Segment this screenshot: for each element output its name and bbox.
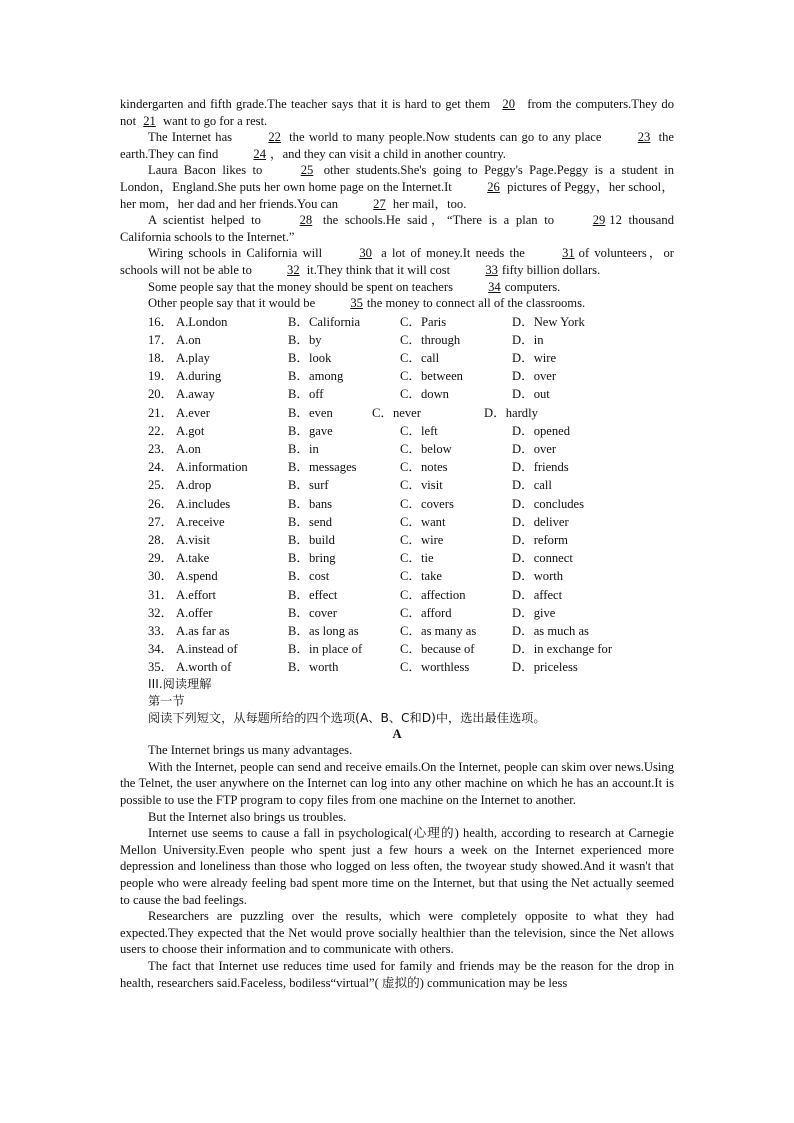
option-b: B．bring (288, 551, 336, 566)
option-d: D．friends (512, 460, 569, 475)
option-row (120, 567, 674, 585)
option-d: D．in (512, 332, 544, 347)
option-a: A.information (176, 460, 248, 475)
option-c: C．notes (400, 460, 448, 475)
cloze-paragraph-5 (120, 245, 674, 278)
passage-paragraph: But the Internet also brings us troubles. (148, 809, 347, 824)
option-a: A.away (176, 387, 215, 402)
option-a: A.instead of (176, 642, 238, 657)
passage-paragraph: Internet use seems to cause a fall in psychological(心理的) health, according to research at Carnegie Mellon University.Even people who spent just a few hours a week on the Internet experienced more depression and loneliness than those who logged on less often, the twoyear study showed.And it wasn't that people who were already feeling bad spent more time on the Internet, but that using the Net actually seemed to cause the bad feelings. (120, 826, 674, 907)
question-number: 25． (148, 478, 174, 493)
option-a: A.offer (176, 605, 213, 620)
option-d: D．concludes (512, 496, 585, 511)
text: from the computers.They do not (120, 97, 674, 128)
section-instruction: 阅读下列短文，从每题所给的四个选项(A、B、C和D)中，选出最佳选项。 (148, 710, 546, 725)
option-d: D．reform (512, 532, 568, 547)
question-number: 32． (148, 605, 174, 620)
option-b: B．in place of (288, 642, 363, 657)
option-row (120, 367, 674, 385)
option-row (120, 331, 674, 349)
option-b: B．cover (288, 605, 337, 620)
option-c: C．tie (400, 551, 434, 566)
option-a: A.play (176, 351, 210, 366)
option-a: A.on (176, 332, 201, 347)
option-c: C．through (400, 332, 461, 347)
text: the schools.He said，“There is a plan to (316, 213, 561, 228)
option-d: D．call (512, 478, 552, 493)
option-a: A.includes (176, 496, 231, 511)
text: want to go for a rest. (159, 113, 268, 128)
text: computers. (504, 279, 561, 294)
text: her mail，too. (389, 196, 467, 211)
text: other students.She's going to Peggy's Page.Peggy is a student in London，England.She puts her own home page on the Internet.It (120, 163, 675, 194)
question-number: 31． (148, 587, 174, 602)
option-row (120, 531, 674, 549)
question-number: 21． (148, 405, 174, 420)
option-c: C．afford (400, 605, 452, 620)
question-number: 22． (148, 423, 174, 438)
cloze-paragraph-4 (120, 212, 674, 245)
blank-31: 31 (562, 246, 575, 261)
option-d: D．as much as (512, 623, 589, 638)
option-row (120, 640, 674, 658)
option-b: B．by (288, 332, 322, 347)
option-d: D．in exchange for (512, 642, 613, 657)
option-row (120, 349, 674, 367)
text: the earth.They can find (120, 130, 674, 161)
blank-34: 34 (488, 279, 501, 294)
question-number: 28． (148, 532, 174, 547)
option-row (120, 586, 674, 604)
option-d: D．wire (512, 351, 557, 366)
option-d: D．hardly (484, 405, 538, 420)
option-row (120, 513, 674, 531)
blank-30: 30 (359, 246, 372, 261)
option-d: D．connect (512, 551, 573, 566)
option-row (120, 549, 674, 567)
text: Wiring schools in California will (148, 246, 328, 261)
option-row (120, 422, 674, 440)
question-number: 29． (148, 551, 174, 566)
option-d: D．worth (512, 569, 564, 584)
text: it.They think that it will cost (303, 262, 454, 277)
section-title: III.阅读理解 (148, 677, 212, 692)
question-number: 35． (148, 660, 174, 675)
option-a: A.effort (176, 587, 216, 602)
option-c: C．affection (400, 587, 466, 602)
blank-25: 25 (300, 163, 314, 178)
option-c: C．visit (400, 478, 443, 493)
text: fifty billion dollars. (501, 262, 601, 277)
option-a: A.London (176, 314, 228, 329)
option-c: C．covers (400, 496, 454, 511)
blank-33: 33 (485, 262, 498, 277)
option-b: B．build (288, 532, 335, 547)
question-number: 20． (148, 387, 174, 402)
blank-21: 21 (143, 113, 156, 128)
option-a: A.ever (176, 405, 210, 420)
question-number: 27． (148, 514, 174, 529)
passage-paragraph: Researchers are puzzling over the results, which were completely opposite to what they had expected.They expected that the Net would prove socially healthier than the television, since the Net allows users to choose their information and to communicate with others. (120, 909, 674, 957)
option-b: B．messages (288, 460, 357, 475)
question-number: 16． (148, 314, 174, 329)
passage-paragraph: The fact that Internet use reduces time used for family and friends may be the reason for the drop in health, researchers said.Faceless, bodiless“virtual”( 虚拟的) communication may be less (120, 958, 674, 990)
option-a: A.receive (176, 514, 225, 529)
text: pictures of Peggy，her school，her mom，her dad and her friends.You can (120, 179, 674, 211)
blank-27: 27 (373, 196, 386, 211)
option-a: A.during (176, 369, 222, 384)
text: ，and they can visit a child in another country. (270, 146, 506, 161)
question-number: 23． (148, 442, 174, 457)
option-c: C．want (400, 514, 446, 529)
option-a: A.spend (176, 569, 218, 584)
question-number: 18． (148, 351, 174, 366)
passage-paragraph: The Internet brings us many advantages. (148, 743, 353, 758)
option-b: B．surf (288, 478, 329, 493)
option-row (120, 440, 674, 458)
option-c: C．below (400, 442, 452, 457)
passage-a (120, 742, 674, 991)
question-number: 19． (148, 369, 174, 384)
blank-20: 20 (502, 97, 516, 111)
option-b: B．in (288, 442, 319, 457)
option-d: D．New York (512, 314, 585, 329)
option-b: B．among (288, 369, 344, 384)
blank-23: 23 (637, 130, 651, 145)
option-b: B．send (288, 514, 333, 529)
option-b: B．as long as (288, 623, 359, 638)
option-c: C．Paris (400, 314, 447, 329)
option-row (120, 404, 674, 422)
option-d: D．priceless (512, 660, 578, 675)
option-c: C．take (400, 569, 442, 584)
text: a lot of money.It needs the (375, 246, 531, 261)
question-number: 17． (148, 332, 174, 347)
option-b: B．worth (288, 660, 339, 675)
option-b: B．California (288, 314, 361, 329)
blank-35: 35 (350, 296, 363, 311)
option-row (120, 495, 674, 513)
question-number: 30． (148, 569, 174, 584)
option-c: C．wire (400, 532, 444, 547)
option-a: A.as far as (176, 623, 230, 638)
blank-22: 22 (268, 130, 281, 145)
option-c: C．because of (400, 642, 475, 657)
option-b: B．gave (288, 423, 333, 438)
question-number: 34． (148, 642, 174, 657)
text: The Internet has (148, 130, 237, 145)
cloze-paragraph-7 (120, 295, 674, 312)
option-b: B．effect (288, 587, 338, 602)
blank-24: 24 (253, 146, 266, 161)
text: of volunteers，or schools will not be able to (120, 246, 674, 277)
option-c: C．never (372, 405, 421, 420)
option-c: C．worthless (400, 660, 470, 675)
blank-32: 32 (287, 262, 300, 277)
text: the money to connect all of the classrooms. (366, 296, 586, 311)
text: 12 thousand California schools to the Internet.” (120, 213, 674, 244)
option-row (120, 622, 674, 640)
option-row (120, 658, 674, 676)
option-d: D．over (512, 442, 557, 457)
option-row (120, 458, 674, 476)
cloze-paragraph-2 (120, 129, 674, 162)
option-b: B．cost (288, 569, 330, 584)
option-d: D．over (512, 369, 557, 384)
cloze-paragraph-1 (120, 96, 674, 129)
option-d: D．opened (512, 423, 571, 438)
option-c: C．call (400, 351, 440, 366)
passage-label: A (392, 727, 402, 742)
option-a: A.take (176, 551, 210, 566)
cloze-paragraph-3 (120, 162, 674, 212)
option-a: A.drop (176, 478, 212, 493)
option-row (120, 385, 674, 403)
option-d: D．affect (512, 587, 563, 602)
option-b: B．look (288, 351, 332, 366)
text: Some people say that the money should be spent on teachers (148, 279, 457, 294)
blank-29: 29 (592, 213, 606, 228)
option-d: D．deliver (512, 514, 569, 529)
text: Laura Bacon likes to (148, 163, 269, 178)
text: kindergarten and fifth grade.The teacher says that it is hard to get them (120, 97, 495, 111)
option-c: C．between (400, 369, 463, 384)
option-b: B．even (288, 405, 333, 420)
option-c: C．left (400, 423, 438, 438)
question-number: 33． (148, 623, 174, 638)
option-row (120, 476, 674, 494)
question-number: 24． (148, 460, 174, 475)
option-row (120, 604, 674, 622)
text: Other people say that it would be (148, 296, 319, 311)
option-a: A.got (176, 423, 205, 438)
option-a: A.worth of (176, 660, 232, 675)
option-c: C．down (400, 387, 449, 402)
section-part: 第一节 (148, 694, 185, 709)
passage-paragraph: With the Internet, people can send and receive emails.On the Internet, people can skim over news.Using the Telnet, the user anywhere on the Internet can log into any other machine on which he has an account.It is possible to use the FTP program to copy files from one machine on the Internet to another. (120, 759, 674, 808)
text: A scientist helped to (148, 213, 268, 228)
option-row (120, 313, 674, 331)
option-b: B．off (288, 387, 324, 402)
option-d: D．out (512, 387, 550, 402)
cloze-paragraph-6 (120, 279, 674, 296)
options-list (120, 313, 674, 677)
blank-26: 26 (487, 179, 500, 194)
option-b: B．bans (288, 496, 333, 511)
option-d: D．give (512, 605, 556, 620)
option-a: A.visit (176, 532, 210, 547)
blank-28: 28 (299, 213, 313, 228)
page-content (120, 96, 674, 991)
question-number: 26． (148, 496, 174, 511)
option-a: A.on (176, 442, 201, 457)
text: the world to many people.Now students can go to any place (284, 130, 606, 145)
option-c: C．as many as (400, 623, 477, 638)
